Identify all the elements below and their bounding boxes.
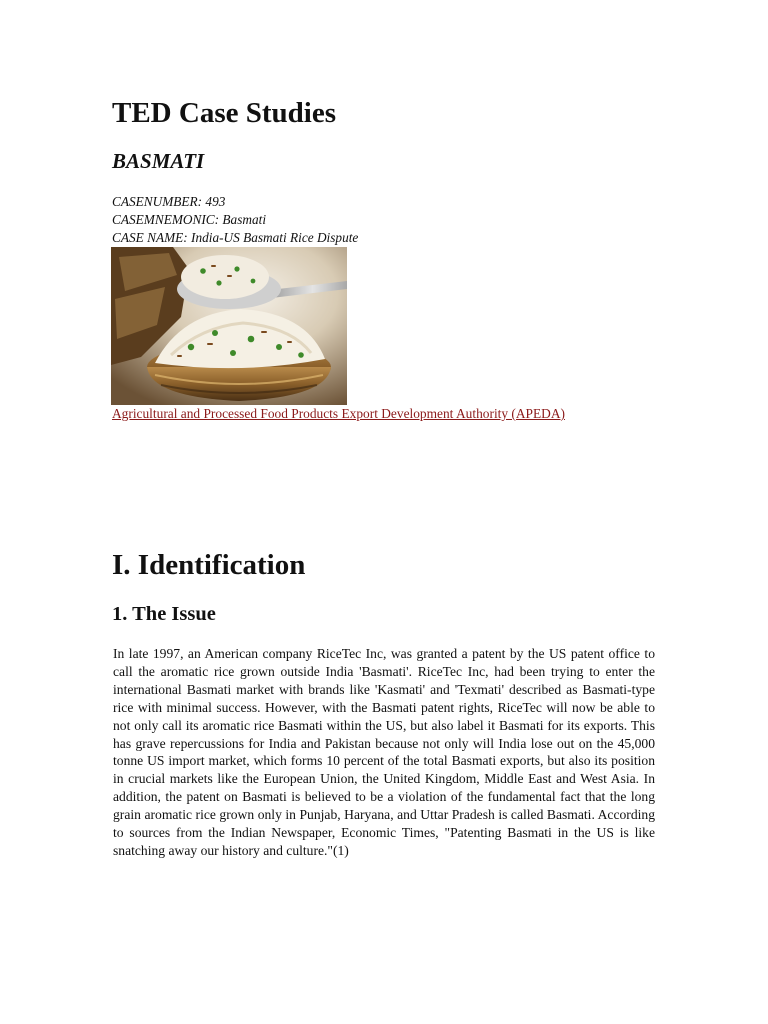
section-heading-identification: I. Identification xyxy=(112,549,306,581)
apeda-link[interactable]: Agricultural and Processed Food Products Export Development Authority (APEDA) xyxy=(112,406,565,421)
basmati-rice-photo xyxy=(111,247,347,405)
case-mnemonic: CASEMNEMONIC: Basmati xyxy=(112,212,267,227)
case-heading: BASMATI xyxy=(112,149,205,173)
case-name: CASE NAME: India-US Basmati Rice Dispute xyxy=(112,230,359,245)
spoon-rice xyxy=(181,255,269,299)
page-title: TED Case Studies xyxy=(112,97,336,129)
issue-paragraph: In late 1997, an American company RiceTec Inc, was granted a patent by the US patent office to call the aromatic rice grown outside India 'Basmati'. RiceTec Inc, had been trying to enter the international Basmati market with brands like 'Kasmati' and 'Texmati' described as Basmati-type rice with minimal success. However, with the Basmati patent rights, RiceTec will now be able to not only call its aromatic rice Basmati within the US, but also label it Basmati for its exports. This has grave repercussions for India and Pakistan because not only will India lose out on the 45,000 tonne US import market, which forms 10 percent of the total Basmati exports, but also its position in crucial markets like the European Union, the United Kingdom, Middle East and West Asia. In addition, the patent on Basmati is believed to be a violation of the fundamental fact that the long grain aromatic rice grown only in Punjab, Haryana, and Uttar Pradesh is called Basmati. According to sources from the Indian Newspaper, Economic Times, "Patenting Basmati in the US is like snatching away our history and culture."(1) xyxy=(113,646,655,858)
case-metadata xyxy=(112,193,358,247)
subsection-heading-issue: 1. The Issue xyxy=(112,603,216,625)
rice-dish-illustration xyxy=(111,247,347,405)
case-number: CASENUMBER: 493 xyxy=(112,194,226,209)
